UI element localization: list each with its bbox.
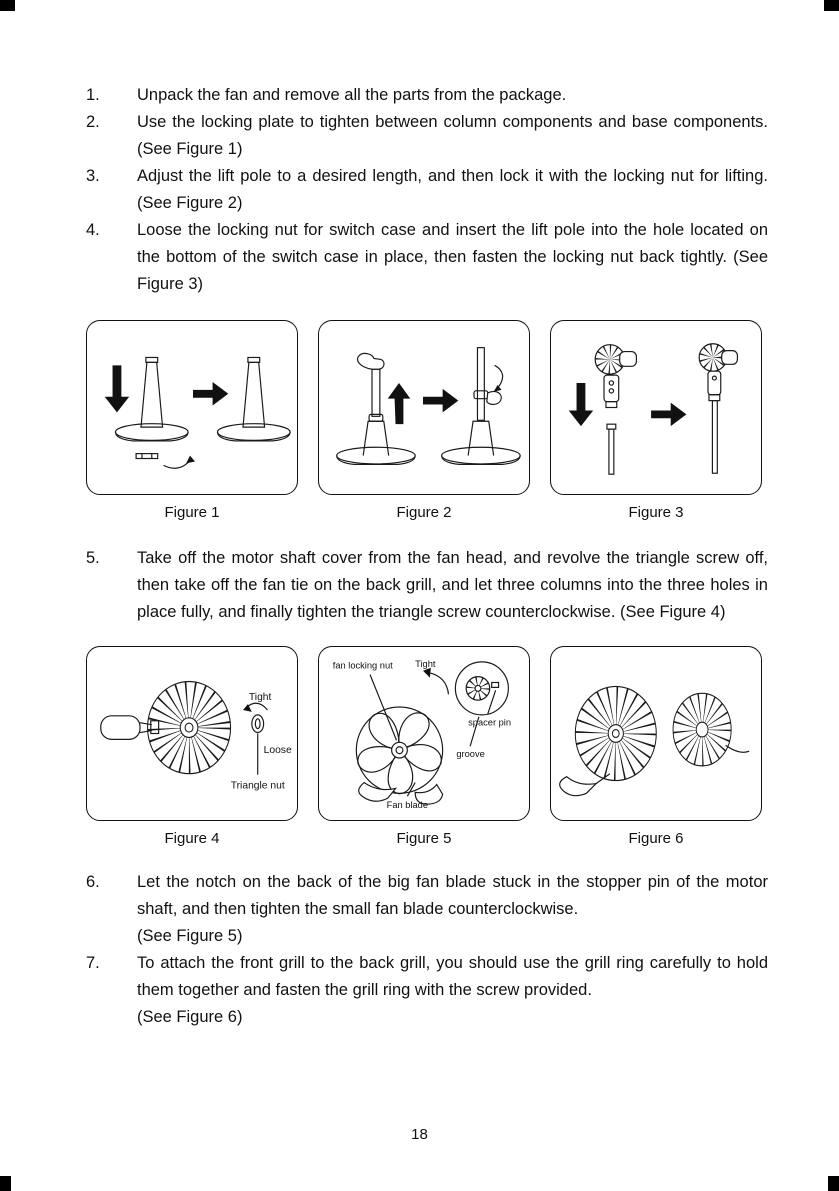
figure-3 xyxy=(550,320,762,521)
step-number: 3. xyxy=(86,167,100,185)
fan-locking-nut xyxy=(392,742,408,758)
figure-2 xyxy=(318,320,530,521)
curved-arrow-icon xyxy=(429,673,449,695)
arrow-right-icon xyxy=(423,389,458,413)
instruction-steps-top xyxy=(86,82,768,298)
step-item-7 xyxy=(86,950,768,1031)
figure-6-image xyxy=(550,646,762,821)
figure4-label-tight: Tight xyxy=(248,692,272,704)
page-number: 18 xyxy=(411,1126,428,1143)
fan-head-on-pole-right xyxy=(699,344,737,473)
step-item-2 xyxy=(86,109,768,163)
step-text: Adjust the lift pole to a desired length, and then lock it with the locking nut for lifting. (See Figure 2) xyxy=(137,167,768,212)
step-text: Let the notch on the back of the big fan blade stuck in the stopper pin of the motor shaft, and then tighten the small fan blade counterclockwise. xyxy=(137,873,768,918)
figure5-label-fan-locking-nut: fan locking nut xyxy=(332,660,393,671)
instruction-step-5 xyxy=(86,545,768,626)
step-text-wrap xyxy=(137,869,768,950)
figure-3-image xyxy=(550,320,762,495)
step-number: 5. xyxy=(86,549,100,567)
instruction-steps-bottom xyxy=(86,869,768,1031)
motor-shaft xyxy=(151,721,159,734)
back-grill xyxy=(575,686,656,780)
back-grill xyxy=(148,682,231,774)
base-with-pole-right xyxy=(442,348,520,465)
step-number: 4. xyxy=(86,221,100,239)
step-number: 1. xyxy=(86,86,100,104)
step-see-note: (See Figure 5) xyxy=(137,927,243,945)
figure5-label-groove: groove xyxy=(456,749,485,760)
column-on-base-right xyxy=(218,357,291,440)
figure-1 xyxy=(86,320,298,521)
figure-5 xyxy=(318,646,530,847)
figure5-label-tight: Tight xyxy=(415,658,436,669)
figure-row-1 xyxy=(86,320,768,521)
figure5-label-spacer-pin: spacer pin xyxy=(468,717,512,728)
figure-4-illustration xyxy=(89,649,295,818)
arrow-down-icon xyxy=(569,383,594,426)
locking-plate xyxy=(136,454,158,459)
figure-6-illustration xyxy=(553,649,759,818)
hand-icon xyxy=(560,777,596,796)
step-number: 7. xyxy=(86,954,100,972)
step-item-5 xyxy=(86,545,768,626)
figure-row-2 xyxy=(86,646,768,847)
page-content xyxy=(86,82,768,1031)
figure4-label-loose: Loose xyxy=(263,745,292,757)
triangle-nut xyxy=(252,715,264,733)
scan-mark-bottom-left xyxy=(0,1176,11,1191)
column-on-base-left xyxy=(115,357,188,458)
step-number: 6. xyxy=(86,873,100,891)
step-see-note: (See Figure 6) xyxy=(137,1008,243,1026)
step-item-4 xyxy=(86,217,768,298)
figure-2-image xyxy=(318,320,530,495)
figure-1-caption: Figure 1 xyxy=(164,504,220,521)
step-item-1 xyxy=(86,82,768,109)
step-text: Loose the locking nut for switch case and insert the lift pole into the hole located on the bottom of the switch case in place, then fasten the locking nut back tightly. (See Figure 3) xyxy=(137,221,768,293)
step-text: Take off the motor shaft cover from the fan head, and revolve the triangle screw off, then take off the fan tie on the back grill, and let three columns into the three holes in place fully, and finally tighten the triangle screw counterclockwise. (See Figure 4) xyxy=(137,549,768,621)
figure-1-illustration xyxy=(89,323,295,492)
figure-1-image xyxy=(86,320,298,495)
figure-4 xyxy=(86,646,298,847)
arrow-right-icon xyxy=(651,403,686,427)
front-grill xyxy=(673,693,749,766)
step-text: To attach the front grill to the back grill, you should use the grill ring carefully to hold them together and fasten the grill ring with the screw provided. xyxy=(137,954,768,999)
locking-nut xyxy=(606,402,617,408)
arrow-up-icon xyxy=(388,383,411,424)
figure4-label-triangle-nut: Triangle nut xyxy=(230,780,285,792)
curved-arrow-icon xyxy=(495,365,503,387)
figure-2-illustration xyxy=(321,323,527,492)
fan-head-left xyxy=(595,345,636,408)
figure-5-image xyxy=(318,646,530,821)
step-text: Use the locking plate to tighten between column components and base components. (See Figure 1) xyxy=(137,113,768,158)
figure-6 xyxy=(550,646,762,847)
figure-2-caption: Figure 2 xyxy=(396,504,452,521)
scan-mark-top-right xyxy=(824,0,839,11)
curved-arrow-icon xyxy=(164,459,191,468)
figure-4-caption: Figure 4 xyxy=(164,830,220,847)
lift-pole xyxy=(607,424,616,474)
spacer-pin xyxy=(492,682,499,687)
figure-4-image xyxy=(86,646,298,821)
hand-icon xyxy=(359,783,396,802)
arrow-right-icon xyxy=(193,382,228,406)
step-item-3 xyxy=(86,163,768,217)
step-text: Unpack the fan and remove all the parts from the package. xyxy=(137,86,567,104)
scan-mark-top-left xyxy=(0,0,15,11)
hand-icon xyxy=(358,353,384,369)
motor-housing xyxy=(101,716,140,740)
scan-mark-bottom-right xyxy=(828,1176,839,1191)
figure-6-caption: Figure 6 xyxy=(628,830,684,847)
hand-icon xyxy=(487,392,501,405)
step-item-6 xyxy=(86,869,768,950)
figure-5-caption: Figure 5 xyxy=(396,830,452,847)
figure-3-caption: Figure 3 xyxy=(628,504,684,521)
figure5-label-fan-blade: Fan blade xyxy=(386,800,429,811)
step-text-wrap xyxy=(137,950,768,1031)
arrow-down-icon xyxy=(105,365,130,412)
step-number: 2. xyxy=(86,113,100,131)
mount-stub xyxy=(726,745,750,752)
figure-3-illustration xyxy=(553,323,759,492)
figure-5-illustration xyxy=(321,649,527,818)
